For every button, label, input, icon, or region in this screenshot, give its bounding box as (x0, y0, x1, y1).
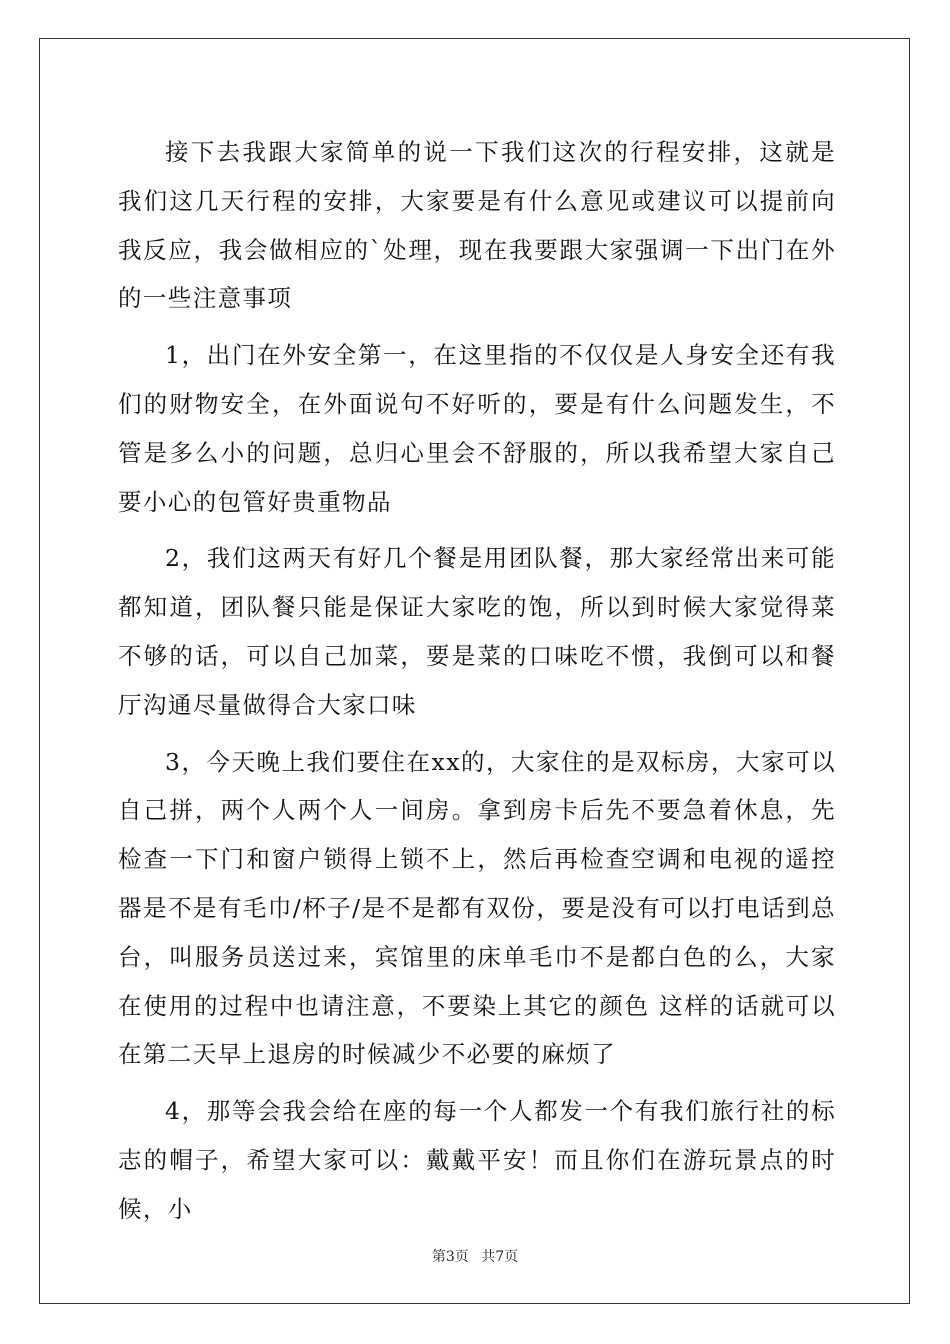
paragraph-item-3: 3，今天晚上我们要住在xx的，大家住的是双标房，大家可以自己拼，两个人两个人一间房。拿到房卡后先不要急着休息，先检查一下门和窗户锁得上锁不上，然后再检查空调和电视的遥控器是不是有毛巾/杯子/是不是都有双份，要是没有可以打电话到总台，叫服务员送过来，宾馆里的床单毛巾不是都白色的么，大家在使用的过程中也请注意，不要染上其它的颜色 这样的话就可以在第二天早上退房的时候减少不必要的麻烦了 (118, 747, 836, 1069)
page-footer (0, 1246, 950, 1266)
paragraph-item-4: 4，那等会我会给在座的每一个人都发一个有我们旅行社的标志的帽子，希望大家可以：戴戴平安！而且你们在游玩景点的时候，小 (118, 1097, 836, 1223)
document-body (118, 128, 836, 1242)
page-total: 共7页 (481, 1249, 519, 1265)
paragraph-item-1: 1，出门在外安全第一，在这里指的不仅仅是人身安全还有我们的财物安全，在外面说句不好听的，要是有什么问题发生，不管是多么小的问题，总归心里会不舒服的，所以我希望大家自己要小心的包管好贵重物品 (118, 341, 836, 516)
page-number: 第3页 (431, 1249, 469, 1265)
paragraph-item-2: 2，我们这两天有好几个餐是用团队餐，那大家经常出来可能都知道，团队餐只能是保证大家吃的饱，所以到时候大家觉得菜不够的话，可以自己加菜，要是菜的口味吃不惯，我倒可以和餐厅沟通尽量做得合大家口味 (118, 544, 836, 719)
paragraph-intro: 接下去我跟大家简单的说一下我们这次的行程安排，这就是我们这几天行程的安排，大家要是有什么意见或建议可以提前向我反应，我会做相应的`处理，现在我要跟大家强调一下出门在外的一些注意事项 (118, 138, 836, 313)
